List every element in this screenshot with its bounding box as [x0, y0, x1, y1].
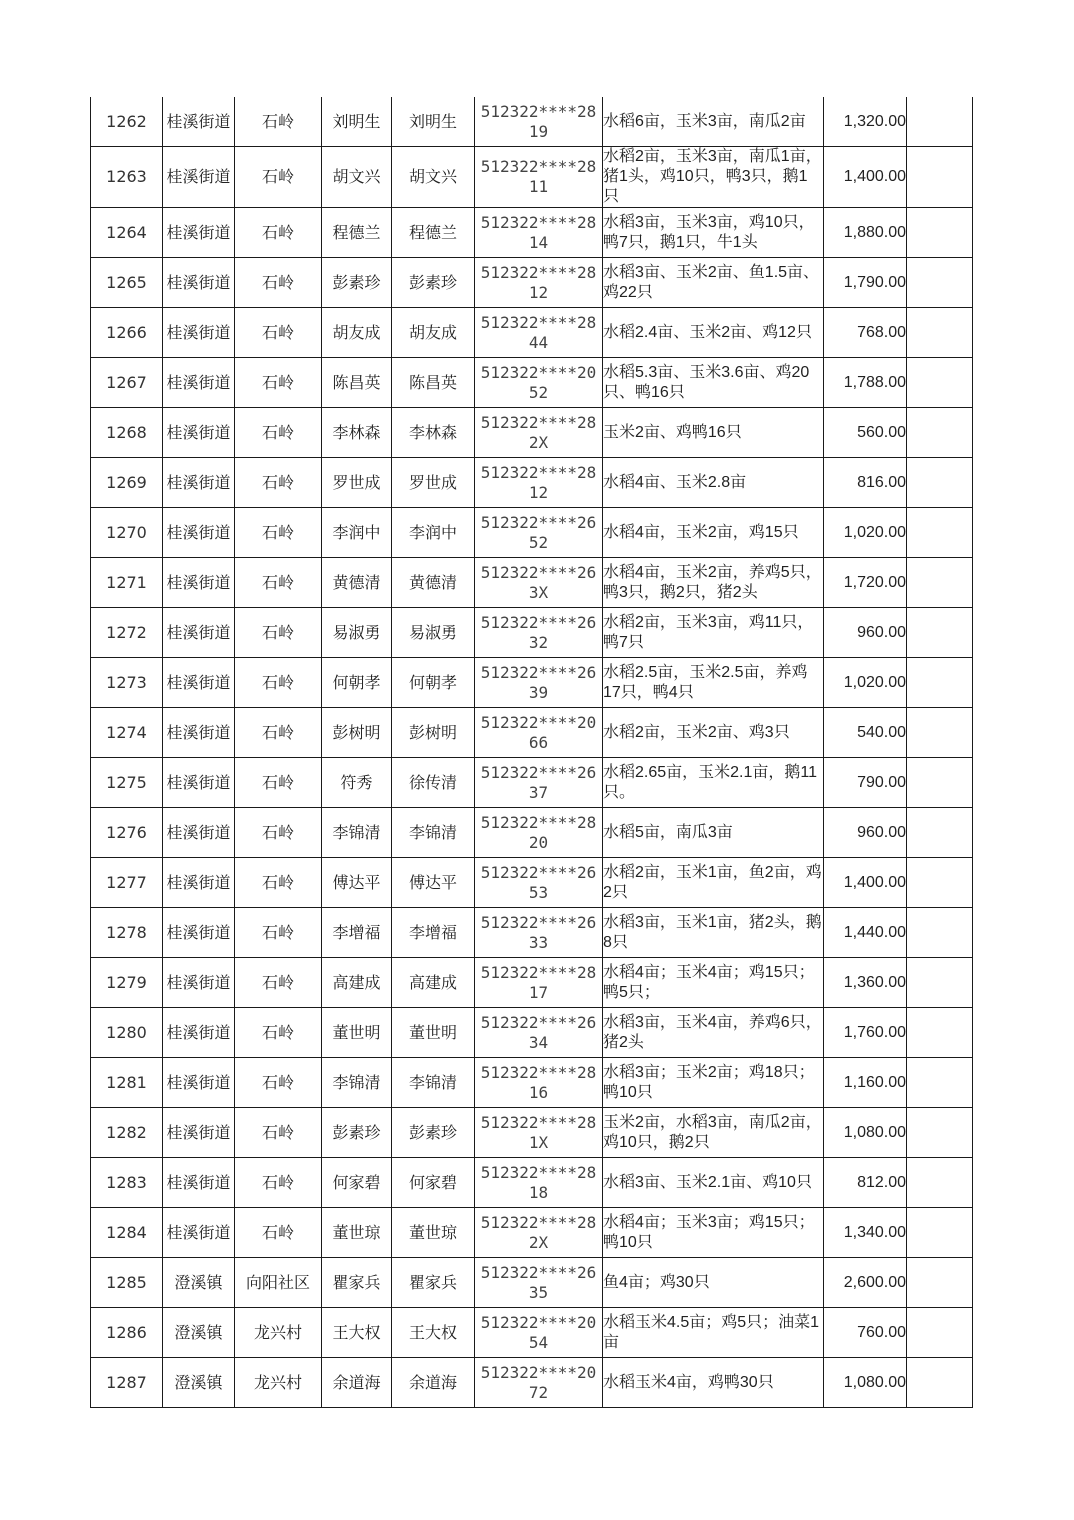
account-holder-cell: 李锦清 [392, 1058, 475, 1108]
table-row [91, 558, 973, 608]
remarks-cell [907, 808, 973, 858]
name-cell: 黄德清 [322, 558, 392, 608]
id-number-text: 512322****2633 [480, 912, 597, 952]
table-row [91, 308, 973, 358]
remarks-cell [907, 147, 973, 208]
id-number-cell [475, 1108, 603, 1158]
street-cell: 桂溪街道 [163, 808, 235, 858]
remarks-cell [907, 458, 973, 508]
id-number-cell [475, 308, 603, 358]
id-number-cell [475, 608, 603, 658]
street-cell: 桂溪街道 [163, 558, 235, 608]
id-number-text: 512322****2635 [480, 1262, 597, 1302]
crops-cell: 水稻3亩，玉米3亩，鸡10只，鸭7只，鹅1只，牛1头 [603, 208, 824, 258]
account-holder-cell: 易淑勇 [392, 608, 475, 658]
street-cell: 桂溪街道 [163, 258, 235, 308]
crops-cell: 水稻2.4亩、玉米2亩、鸡12只 [603, 308, 824, 358]
amount-cell: 760.00 [824, 1308, 907, 1358]
street-cell: 桂溪街道 [163, 858, 235, 908]
account-holder-cell: 彭素珍 [392, 258, 475, 308]
account-holder-cell: 陈昌英 [392, 358, 475, 408]
id-number-cell [475, 1058, 603, 1108]
crops-cell: 水稻2亩，玉米2亩、鸡3只 [603, 708, 824, 758]
crops-cell: 水稻3亩、玉米2.1亩、鸡10只 [603, 1158, 824, 1208]
account-holder-cell: 王大权 [392, 1308, 475, 1358]
table-row [91, 258, 973, 308]
row-number: 1271 [91, 558, 163, 608]
street-cell: 桂溪街道 [163, 1208, 235, 1258]
account-holder-cell: 余道海 [392, 1358, 475, 1408]
remarks-cell [907, 1058, 973, 1108]
id-number-text: 512322****263X [480, 562, 597, 602]
id-number-text: 512322****2652 [480, 512, 597, 552]
table-row [91, 147, 973, 208]
street-cell: 桂溪街道 [163, 608, 235, 658]
name-cell: 董世明 [322, 1008, 392, 1058]
account-holder-cell: 傅达平 [392, 858, 475, 908]
id-number-cell [475, 1308, 603, 1358]
village-cell: 石岭 [235, 1008, 322, 1058]
row-number: 1275 [91, 758, 163, 808]
id-number-cell [475, 708, 603, 758]
row-number: 1281 [91, 1058, 163, 1108]
village-cell: 石岭 [235, 358, 322, 408]
account-holder-cell: 何朝孝 [392, 658, 475, 708]
account-holder-cell: 胡友成 [392, 308, 475, 358]
amount-cell: 2,600.00 [824, 1258, 907, 1308]
table-row [91, 908, 973, 958]
street-cell: 桂溪街道 [163, 1058, 235, 1108]
account-holder-cell: 彭素珍 [392, 1108, 475, 1158]
account-holder-cell: 徐传清 [392, 758, 475, 808]
id-number-cell [475, 147, 603, 208]
name-cell: 余道海 [322, 1358, 392, 1408]
amount-cell: 816.00 [824, 458, 907, 508]
account-holder-cell: 胡文兴 [392, 147, 475, 208]
account-holder-cell: 李锦清 [392, 808, 475, 858]
name-cell: 李增福 [322, 908, 392, 958]
id-number-text: 512322****2820 [480, 812, 597, 852]
amount-cell: 1,790.00 [824, 258, 907, 308]
crops-cell: 水稻2.65亩，玉米2.1亩，鹅11只。 [603, 758, 824, 808]
row-number: 1268 [91, 408, 163, 458]
crops-cell: 水稻5亩，南瓜3亩 [603, 808, 824, 858]
crops-cell: 水稻4亩，玉米2亩，鸡15只 [603, 508, 824, 558]
crops-cell: 水稻3亩；玉米2亩；鸡18只；鸭10只 [603, 1058, 824, 1108]
name-cell: 李锦清 [322, 1058, 392, 1108]
amount-cell: 1,880.00 [824, 208, 907, 258]
remarks-cell [907, 1258, 973, 1308]
table-row [91, 358, 973, 408]
remarks-cell [907, 958, 973, 1008]
crops-cell: 水稻2亩，玉米3亩，南瓜1亩，猪1头，鸡10只，鸭3只，鹅1只 [603, 147, 824, 208]
account-holder-cell: 程德兰 [392, 208, 475, 258]
table-row [91, 1158, 973, 1208]
remarks-cell [907, 1108, 973, 1158]
amount-cell: 812.00 [824, 1158, 907, 1208]
street-cell: 桂溪街道 [163, 708, 235, 758]
crops-cell: 水稻6亩，玉米3亩，南瓜2亩 [603, 97, 824, 147]
row-number: 1287 [91, 1358, 163, 1408]
village-cell: 石岭 [235, 97, 322, 147]
table-row [91, 808, 973, 858]
id-number-text: 512322****2072 [480, 1362, 597, 1402]
id-number-cell [475, 758, 603, 808]
table-row [91, 858, 973, 908]
id-number-text: 512322****2812 [480, 462, 597, 502]
id-number-text: 512322****2844 [480, 312, 597, 352]
row-number: 1283 [91, 1158, 163, 1208]
crops-cell: 水稻5.3亩、玉米3.6亩、鸡20只、鸭16只 [603, 358, 824, 408]
amount-cell: 540.00 [824, 708, 907, 758]
remarks-cell [907, 558, 973, 608]
street-cell: 桂溪街道 [163, 308, 235, 358]
crops-cell: 水稻2.5亩，玉米2.5亩，养鸡17只，鸭4只 [603, 658, 824, 708]
remarks-cell [907, 608, 973, 658]
name-cell: 彭素珍 [322, 258, 392, 308]
table-row [91, 1108, 973, 1158]
amount-cell: 1,080.00 [824, 1108, 907, 1158]
amount-cell: 1,080.00 [824, 1358, 907, 1408]
amount-cell: 1,400.00 [824, 858, 907, 908]
amount-cell: 1,788.00 [824, 358, 907, 408]
amount-cell: 1,760.00 [824, 1008, 907, 1058]
amount-cell: 790.00 [824, 758, 907, 808]
village-cell: 石岭 [235, 758, 322, 808]
id-number-cell [475, 258, 603, 308]
id-number-cell [475, 808, 603, 858]
id-number-cell [475, 908, 603, 958]
row-number: 1270 [91, 508, 163, 558]
village-cell: 石岭 [235, 958, 322, 1008]
id-number-text: 512322****282X [480, 1212, 597, 1252]
remarks-cell [907, 758, 973, 808]
row-number: 1282 [91, 1108, 163, 1158]
remarks-cell [907, 408, 973, 458]
crops-cell: 水稻2亩，玉米1亩，鱼2亩，鸡2只 [603, 858, 824, 908]
row-number: 1277 [91, 858, 163, 908]
row-number: 1274 [91, 708, 163, 758]
name-cell: 李润中 [322, 508, 392, 558]
street-cell: 澄溪镇 [163, 1308, 235, 1358]
account-holder-cell: 李林森 [392, 408, 475, 458]
name-cell: 李锦清 [322, 808, 392, 858]
name-cell: 程德兰 [322, 208, 392, 258]
remarks-cell [907, 358, 973, 408]
amount-cell: 1,320.00 [824, 97, 907, 147]
remarks-cell [907, 1308, 973, 1358]
remarks-cell [907, 508, 973, 558]
amount-cell: 960.00 [824, 608, 907, 658]
remarks-cell [907, 97, 973, 147]
village-cell: 石岭 [235, 1158, 322, 1208]
id-number-text: 512322****2052 [480, 362, 597, 402]
table-row [91, 208, 973, 258]
id-number-text: 512322****2817 [480, 962, 597, 1002]
village-cell: 石岭 [235, 908, 322, 958]
id-number-text: 512322****2632 [480, 612, 597, 652]
street-cell: 桂溪街道 [163, 758, 235, 808]
street-cell: 桂溪街道 [163, 508, 235, 558]
village-cell: 石岭 [235, 1208, 322, 1258]
row-number: 1266 [91, 308, 163, 358]
street-cell: 澄溪镇 [163, 1258, 235, 1308]
village-cell: 石岭 [235, 508, 322, 558]
remarks-cell [907, 908, 973, 958]
remarks-cell [907, 708, 973, 758]
amount-cell: 1,160.00 [824, 1058, 907, 1108]
remarks-cell [907, 1008, 973, 1058]
name-cell: 彭树明 [322, 708, 392, 758]
amount-cell: 768.00 [824, 308, 907, 358]
account-holder-cell: 董世琼 [392, 1208, 475, 1258]
street-cell: 桂溪街道 [163, 147, 235, 208]
street-cell: 澄溪镇 [163, 1358, 235, 1408]
id-number-text: 512322****281X [480, 1112, 597, 1152]
name-cell: 罗世成 [322, 458, 392, 508]
table-row [91, 1258, 973, 1308]
amount-cell: 560.00 [824, 408, 907, 458]
table-row [91, 97, 973, 147]
id-number-cell [475, 1258, 603, 1308]
name-cell: 何家碧 [322, 1158, 392, 1208]
name-cell: 胡文兴 [322, 147, 392, 208]
name-cell: 符秀 [322, 758, 392, 808]
crops-cell: 水稻玉米4亩，鸡鸭30只 [603, 1358, 824, 1408]
id-number-text: 512322****2066 [480, 712, 597, 752]
amount-cell: 1,020.00 [824, 658, 907, 708]
name-cell: 胡友成 [322, 308, 392, 358]
table-row [91, 458, 973, 508]
row-number: 1278 [91, 908, 163, 958]
id-number-text: 512322****2637 [480, 762, 597, 802]
id-number-text: 512322****2054 [480, 1312, 597, 1352]
crops-cell: 鱼4亩；鸡30只 [603, 1258, 824, 1308]
id-number-cell [475, 97, 603, 147]
crops-cell: 玉米2亩、鸡鸭16只 [603, 408, 824, 458]
village-cell: 龙兴村 [235, 1358, 322, 1408]
amount-cell: 1,340.00 [824, 1208, 907, 1258]
id-number-cell [475, 508, 603, 558]
crops-cell: 水稻3亩，玉米4亩，养鸡6只，猪2头 [603, 1008, 824, 1058]
table-row [91, 1208, 973, 1258]
amount-cell: 960.00 [824, 808, 907, 858]
account-holder-cell: 李增福 [392, 908, 475, 958]
village-cell: 石岭 [235, 608, 322, 658]
village-cell: 石岭 [235, 208, 322, 258]
table-row [91, 708, 973, 758]
village-cell: 石岭 [235, 558, 322, 608]
table-row [91, 408, 973, 458]
amount-cell: 1,720.00 [824, 558, 907, 608]
table-row [91, 1008, 973, 1058]
id-number-text: 512322****2653 [480, 862, 597, 902]
id-number-text: 512322****2639 [480, 662, 597, 702]
remarks-cell [907, 258, 973, 308]
crops-cell: 水稻4亩；玉米4亩；鸡15只；鸭5只； [603, 958, 824, 1008]
subsidy-table [90, 97, 973, 1408]
remarks-cell [907, 1158, 973, 1208]
id-number-cell [475, 958, 603, 1008]
village-cell: 向阳社区 [235, 1258, 322, 1308]
village-cell: 石岭 [235, 308, 322, 358]
name-cell: 高建成 [322, 958, 392, 1008]
village-cell: 石岭 [235, 808, 322, 858]
crops-cell: 水稻玉米4.5亩；鸡5只；油菜1亩 [603, 1308, 824, 1358]
account-holder-cell: 罗世成 [392, 458, 475, 508]
street-cell: 桂溪街道 [163, 1158, 235, 1208]
amount-cell: 1,400.00 [824, 147, 907, 208]
remarks-cell [907, 1358, 973, 1408]
id-number-cell [475, 358, 603, 408]
table-row [91, 1308, 973, 1358]
row-number: 1279 [91, 958, 163, 1008]
id-number-text: 512322****2814 [480, 212, 597, 252]
street-cell: 桂溪街道 [163, 358, 235, 408]
street-cell: 桂溪街道 [163, 958, 235, 1008]
village-cell: 石岭 [235, 147, 322, 208]
table-body [91, 97, 973, 1408]
row-number: 1267 [91, 358, 163, 408]
row-number: 1285 [91, 1258, 163, 1308]
street-cell: 桂溪街道 [163, 458, 235, 508]
row-number: 1286 [91, 1308, 163, 1358]
crops-cell: 水稻2亩，玉米3亩，鸡11只，鸭7只 [603, 608, 824, 658]
row-number: 1280 [91, 1008, 163, 1058]
street-cell: 桂溪街道 [163, 208, 235, 258]
table-row [91, 1058, 973, 1108]
name-cell: 彭素珍 [322, 1108, 392, 1158]
account-holder-cell: 彭树明 [392, 708, 475, 758]
id-number-text: 512322****2812 [480, 262, 597, 302]
account-holder-cell: 瞿家兵 [392, 1258, 475, 1308]
crops-cell: 水稻4亩，玉米2亩，养鸡5只，鸭3只，鹅2只，猪2头 [603, 558, 824, 608]
row-number: 1262 [91, 97, 163, 147]
account-holder-cell: 高建成 [392, 958, 475, 1008]
name-cell: 易淑勇 [322, 608, 392, 658]
crops-cell: 玉米2亩，水稻3亩，南瓜2亩，鸡10只，鹅2只 [603, 1108, 824, 1158]
account-holder-cell: 刘明生 [392, 97, 475, 147]
id-number-text: 512322****2819 [480, 101, 597, 141]
row-number: 1265 [91, 258, 163, 308]
street-cell: 桂溪街道 [163, 408, 235, 458]
name-cell: 刘明生 [322, 97, 392, 147]
id-number-cell [475, 1208, 603, 1258]
name-cell: 王大权 [322, 1308, 392, 1358]
id-number-text: 512322****282X [480, 412, 597, 452]
street-cell: 桂溪街道 [163, 908, 235, 958]
id-number-cell [475, 1358, 603, 1408]
name-cell: 何朝孝 [322, 658, 392, 708]
amount-cell: 1,440.00 [824, 908, 907, 958]
crops-cell: 水稻3亩、玉米2亩、鱼1.5亩、鸡22只 [603, 258, 824, 308]
name-cell: 董世琼 [322, 1208, 392, 1258]
street-cell: 桂溪街道 [163, 658, 235, 708]
table-row [91, 1358, 973, 1408]
village-cell: 石岭 [235, 408, 322, 458]
id-number-text: 512322****2816 [480, 1062, 597, 1102]
village-cell: 石岭 [235, 658, 322, 708]
name-cell: 傅达平 [322, 858, 392, 908]
row-number: 1276 [91, 808, 163, 858]
row-number: 1284 [91, 1208, 163, 1258]
village-cell: 龙兴村 [235, 1308, 322, 1358]
account-holder-cell: 何家碧 [392, 1158, 475, 1208]
row-number: 1272 [91, 608, 163, 658]
amount-cell: 1,360.00 [824, 958, 907, 1008]
id-number-cell [475, 1008, 603, 1058]
row-number: 1263 [91, 147, 163, 208]
id-number-cell [475, 1158, 603, 1208]
table-row [91, 758, 973, 808]
id-number-text: 512322****2811 [480, 157, 597, 196]
account-holder-cell: 李润中 [392, 508, 475, 558]
crops-cell: 水稻4亩；玉米3亩；鸡15只；鸭10只 [603, 1208, 824, 1258]
crops-cell: 水稻4亩、玉米2.8亩 [603, 458, 824, 508]
id-number-cell [475, 208, 603, 258]
name-cell: 瞿家兵 [322, 1258, 392, 1308]
id-number-text: 512322****2634 [480, 1012, 597, 1052]
village-cell: 石岭 [235, 858, 322, 908]
id-number-text: 512322****2818 [480, 1162, 597, 1202]
id-number-cell [475, 858, 603, 908]
row-number: 1264 [91, 208, 163, 258]
id-number-cell [475, 408, 603, 458]
village-cell: 石岭 [235, 1108, 322, 1158]
id-number-cell [475, 658, 603, 708]
row-number: 1269 [91, 458, 163, 508]
account-holder-cell: 黄德清 [392, 558, 475, 608]
row-number: 1273 [91, 658, 163, 708]
name-cell: 李林森 [322, 408, 392, 458]
table-row [91, 658, 973, 708]
village-cell: 石岭 [235, 708, 322, 758]
street-cell: 桂溪街道 [163, 1008, 235, 1058]
remarks-cell [907, 658, 973, 708]
name-cell: 陈昌英 [322, 358, 392, 408]
id-number-cell [475, 558, 603, 608]
remarks-cell [907, 308, 973, 358]
amount-cell: 1,020.00 [824, 508, 907, 558]
remarks-cell [907, 1208, 973, 1258]
table-row [91, 958, 973, 1008]
street-cell: 桂溪街道 [163, 97, 235, 147]
id-number-cell [475, 458, 603, 508]
street-cell: 桂溪街道 [163, 1108, 235, 1158]
remarks-cell [907, 208, 973, 258]
village-cell: 石岭 [235, 458, 322, 508]
village-cell: 石岭 [235, 1058, 322, 1108]
remarks-cell [907, 858, 973, 908]
village-cell: 石岭 [235, 258, 322, 308]
account-holder-cell: 董世明 [392, 1008, 475, 1058]
table-row [91, 508, 973, 558]
table-row [91, 608, 973, 658]
crops-cell: 水稻3亩，玉米1亩，猪2头，鹅8只 [603, 908, 824, 958]
